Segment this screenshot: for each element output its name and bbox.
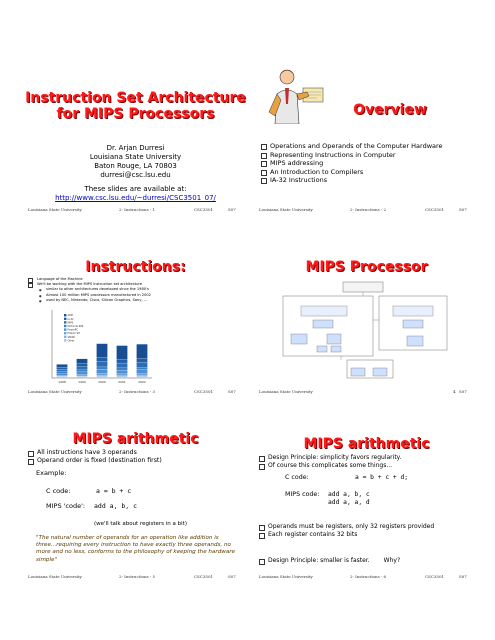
- legend-label: IA-32: [67, 317, 74, 321]
- bar-segment: [57, 373, 68, 375]
- availability-note: These slides are available at:: [84, 185, 187, 193]
- bar-segment: [137, 362, 148, 367]
- footer-university: Louisiana State University: [259, 389, 313, 394]
- legend-label: PowerPC: [67, 328, 78, 332]
- legend-swatch: [64, 332, 66, 334]
- list-item: [28, 457, 243, 465]
- bar-segment: [97, 373, 108, 375]
- c-code: a = b + c + d;: [355, 474, 409, 481]
- bar-segment: [117, 360, 128, 363]
- bullet-text: Design Principle: simplicity favors regularity.: [268, 454, 402, 461]
- slides-url-link[interactable]: http://www.csc.lsu.edu/~durresi/CSC3501_07/: [55, 194, 216, 202]
- bullet-text: We'll be working with the MIPS instruction set architecture: [37, 282, 142, 287]
- footer-course: CSC3501: [425, 574, 445, 579]
- why-text: Why?: [383, 557, 401, 564]
- footer-course: CSC3501: [194, 207, 214, 212]
- bullet-text: An Introduction to Compilers: [270, 167, 364, 176]
- design-quote: "The natural number of operands for an operation like addition is three...requiring every instruction to have exactly three operands, no more and no less, conforms to the philosophy of keeping the hardware simple": [36, 535, 235, 563]
- slide-3: [24, 246, 247, 396]
- bar-segment: [137, 344, 148, 359]
- footer-page: 4: [453, 389, 456, 394]
- legend-swatch: [64, 314, 66, 316]
- footer-term: S07: [228, 389, 236, 394]
- checkbox-bullet-icon: [28, 283, 33, 288]
- slide-6: [255, 431, 478, 581]
- bar-segment: [77, 375, 88, 376]
- bar-segment: [137, 367, 148, 369]
- mips-code-line-1: add a, b, c: [328, 491, 370, 498]
- list-item: [261, 168, 471, 177]
- bullet-text: Operations and Operands of the Computer Hardware: [270, 142, 443, 150]
- slide-3-title: Instructions:: [85, 259, 186, 275]
- bar-segment: [137, 359, 148, 363]
- mips-processor-diagram: [281, 280, 451, 380]
- list-item: [261, 176, 471, 185]
- checkbox-bullet-icon: [261, 178, 267, 184]
- bar-segment: [77, 364, 88, 367]
- list-item: [261, 159, 471, 168]
- processor-sales-chart: [36, 308, 176, 386]
- x-tick-label: 2000: [98, 380, 106, 384]
- bar-segment: [97, 376, 108, 378]
- bar-segment: [77, 366, 88, 369]
- list-item: [261, 151, 471, 160]
- footer-university: Louisiana State University: [259, 574, 313, 579]
- legend-label: Other: [67, 339, 75, 343]
- sub-item: ● used by NEC, Nintendo, Cisco, Silicon Graphics, Sony, ...: [37, 298, 243, 303]
- c-code-label: C code:: [285, 474, 309, 481]
- mips-code: add a, b, c: [94, 502, 138, 510]
- bullet-text: Of course this complicates some things...: [268, 462, 393, 469]
- slide-4-title: MIPS Processor: [305, 259, 428, 275]
- example-label: Example:: [36, 469, 67, 477]
- bar-segment: [57, 367, 68, 369]
- footer-course: CSC3501: [425, 207, 445, 212]
- legend-swatch: [64, 328, 66, 330]
- bullet-text: IA-32 Instructions: [270, 176, 328, 184]
- slide-2: [255, 64, 478, 214]
- bar-segment: [97, 344, 108, 358]
- slide-footer: [24, 206, 247, 214]
- legend-label: Motorola 68K: [67, 325, 84, 328]
- author-email: durresi@csc.lsu.edu: [100, 171, 171, 179]
- bar-segment: [57, 375, 68, 376]
- mips-code-label: MIPS code:: [285, 491, 320, 498]
- bullet-text: Operand order is fixed (destination first): [37, 457, 162, 464]
- bar-segment: [77, 377, 88, 378]
- bullet-text: Operands must be registers, only 32 registers provided: [268, 523, 435, 530]
- bullet-text: Representing Instructions in Computer: [270, 150, 396, 159]
- bar-segment: [57, 377, 68, 378]
- author-block: [24, 144, 247, 203]
- footer-page: 2- Instructions - 5: [119, 574, 156, 579]
- footer-course: CSC3501: [194, 389, 214, 394]
- footer-term: S07: [228, 574, 236, 579]
- list-item: [259, 462, 474, 470]
- register-list: [259, 523, 474, 539]
- legend-label: SPARC: [67, 335, 76, 339]
- instructions-list: [28, 277, 243, 303]
- registers-note: (we'll talk about registers in a bit): [94, 521, 187, 527]
- bar-segment: [57, 369, 68, 371]
- legend-swatch: [64, 339, 66, 341]
- sub-item: ● Almost 100 million MIPS processors manufactured in 2002: [37, 293, 243, 298]
- x-tick-label: 2001: [118, 380, 126, 384]
- footer-term: S07: [459, 389, 467, 394]
- bar-segment: [77, 370, 88, 372]
- bar-segment: [137, 376, 148, 378]
- legend-label: Hitachi SH: [67, 332, 80, 336]
- checkbox-bullet-icon: [259, 464, 265, 470]
- bar-segment: [137, 374, 148, 376]
- arithmetic-list: [28, 449, 243, 465]
- checkbox-bullet-icon: [259, 533, 265, 539]
- bar-segment: [77, 372, 88, 375]
- bullet-text: MIPS addressing: [270, 159, 324, 167]
- sub-list: [37, 287, 243, 303]
- list-item: [259, 557, 474, 565]
- footer-university: Louisiana State University: [28, 389, 82, 394]
- slide-1: [24, 64, 247, 214]
- checkbox-bullet-icon: [261, 153, 267, 159]
- mips-code-line-2: add a, a, d: [328, 499, 370, 506]
- bar-segment: [117, 363, 128, 368]
- c-code-label: C code:: [46, 487, 71, 495]
- mips-code-label: MIPS 'code':: [46, 502, 86, 510]
- sub-item: ● similar to other architectures developed since the 1980's: [37, 287, 243, 292]
- slide-footer: [255, 388, 478, 396]
- bar-segment: [117, 374, 128, 376]
- bar-segment: [117, 376, 128, 378]
- footer-university: Louisiana State University: [28, 207, 82, 212]
- slide-footer: [255, 573, 478, 581]
- arithmetic-list: [259, 454, 474, 470]
- bar-segment: [117, 368, 128, 370]
- footer-university: Louisiana State University: [259, 207, 313, 212]
- author-city: Baton Rouge, LA 70803: [94, 162, 177, 170]
- list-item: [28, 449, 243, 457]
- bullet-text: Design Principle: smaller is faster.: [268, 557, 370, 564]
- slide-footer: [24, 388, 247, 396]
- legend-label: ARM: [67, 314, 73, 318]
- author-name: Dr. Arjan Durresi: [106, 144, 165, 152]
- bar-segment: [57, 372, 68, 374]
- bar-segment: [97, 362, 108, 367]
- slide-6-title: MIPS arithmetic: [303, 436, 430, 452]
- bullet-text: Language of the Machine: [37, 277, 83, 281]
- footer-page: 2- Instructions - 6: [350, 574, 387, 579]
- x-tick-label: 2002: [138, 380, 146, 384]
- principle-list: [259, 557, 474, 565]
- c-code: a = b + c: [96, 487, 132, 495]
- slide-4: [255, 246, 478, 396]
- footer-course: CSC3501: [194, 574, 214, 579]
- bullet-text: Each register contains 32 bits: [268, 531, 358, 538]
- footer-term: S07: [459, 207, 467, 212]
- bar-segment: [137, 370, 148, 374]
- x-tick-label: 1998: [58, 380, 66, 384]
- title-line-2: for MIPS Processors: [56, 106, 215, 122]
- bar-segment: [97, 369, 108, 373]
- legend-swatch: [64, 325, 66, 327]
- bar-segment: [97, 367, 108, 369]
- bullet-text: All instructions have 3 operands: [37, 449, 137, 456]
- legend-swatch: [64, 318, 66, 320]
- list-item: [259, 531, 474, 539]
- title-line-1: Instruction Set Architecture: [25, 90, 246, 106]
- legend-label: MIPS: [67, 321, 74, 325]
- bar-segment: [97, 358, 108, 362]
- checkbox-bullet-icon: [261, 170, 267, 176]
- slide-footer: [24, 573, 247, 581]
- footer-university: Louisiana State University: [28, 574, 82, 579]
- bar-segment: [117, 370, 128, 374]
- checkbox-bullet-icon: [261, 144, 267, 150]
- footer-page: 2- Instructions - 3: [119, 389, 156, 394]
- footer-term: S07: [459, 574, 467, 579]
- footer-term: S07: [228, 207, 236, 212]
- author-university: Louisiana State University: [89, 153, 182, 161]
- slide-1-title: [24, 90, 247, 122]
- list-item: [259, 523, 474, 531]
- slide-2-title: Overview: [353, 102, 427, 118]
- x-tick-label: 1999: [78, 380, 86, 384]
- legend-swatch: [64, 336, 66, 338]
- slide-5: [24, 431, 247, 581]
- checkbox-bullet-icon: [259, 559, 265, 565]
- slide-footer: [255, 206, 478, 214]
- legend-swatch: [64, 321, 66, 323]
- checkbox-bullet-icon: [261, 161, 267, 167]
- overview-list: [261, 142, 471, 185]
- bar-segment: [77, 359, 88, 364]
- list-item: [259, 454, 474, 462]
- bar-segment: [117, 346, 128, 360]
- footer-page: 2- Instructions - 2: [350, 207, 387, 212]
- footer-page: 2- Instructions - 1: [119, 207, 156, 212]
- list-item: [28, 282, 243, 303]
- bar-segment: [57, 364, 68, 367]
- slide-5-title: MIPS arithmetic: [72, 431, 199, 447]
- checkbox-bullet-icon: [28, 459, 34, 465]
- list-item: [261, 142, 471, 151]
